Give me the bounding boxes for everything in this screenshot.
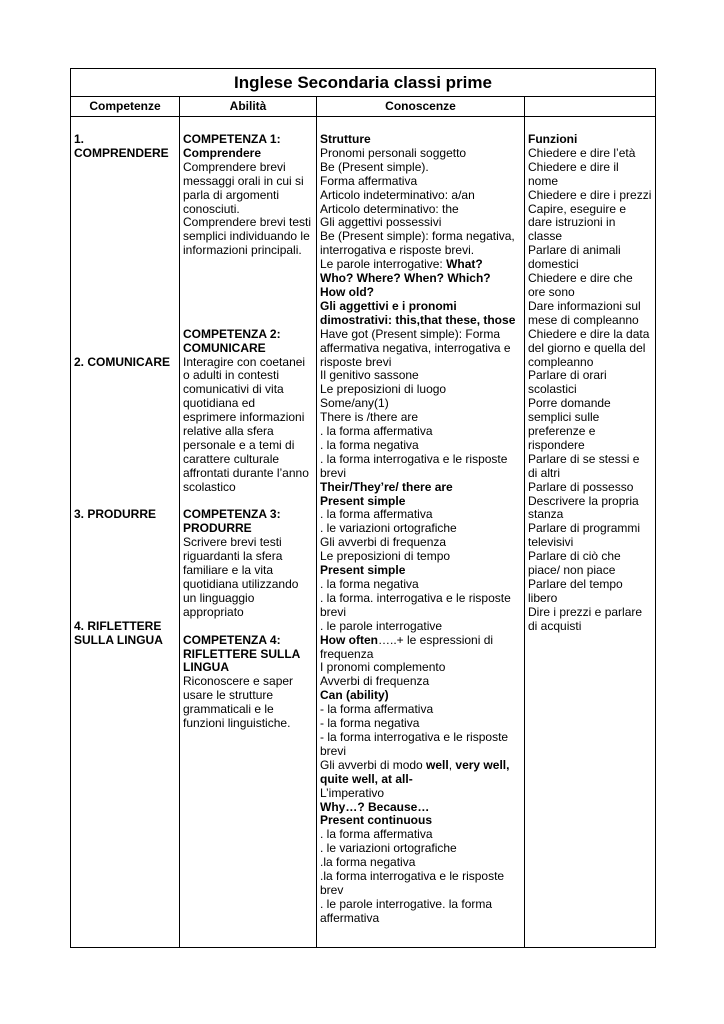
conoscenze-line <box>320 369 515 383</box>
conoscenze-line <box>320 425 515 439</box>
conoscenze-line <box>320 731 515 745</box>
abilita-line: COMPETENZA 2: <box>183 326 281 341</box>
conoscenze-line <box>320 759 515 773</box>
conoscenze-line <box>320 244 515 258</box>
conoscenze-line <box>320 439 515 453</box>
conoscenze-segment: Forma affermativa <box>320 173 418 188</box>
abilita-line: Comprendere brevi <box>183 159 286 174</box>
competenza-line <box>74 550 170 564</box>
competenza-line <box>74 564 170 578</box>
conoscenze-segment: . le variazioni ortografiche <box>320 521 457 536</box>
abilita-line <box>183 258 311 272</box>
conoscenze-line <box>320 870 515 884</box>
conoscenze-segment: I pronomi complemento <box>320 660 446 675</box>
conoscenze-line <box>320 175 515 189</box>
competenza-line <box>74 439 170 453</box>
conoscenze-segment: . le parole interrogative <box>320 618 443 633</box>
funzioni-line: piace/ non piace <box>528 563 616 578</box>
funzioni-line: compleanno <box>528 354 594 369</box>
competenza-line <box>74 425 170 439</box>
conoscenze-segment: well <box>426 757 449 772</box>
conoscenze-line <box>320 147 515 161</box>
conoscenze-line <box>320 773 515 787</box>
funzioni-line: Parlare di possesso <box>528 479 634 494</box>
competenza-line: 2. COMUNICARE <box>74 354 171 369</box>
funzioni-line: Parlare del tempo <box>528 577 623 591</box>
competenza-line <box>74 161 170 175</box>
header-conoscenze: Conoscenze <box>317 96 524 117</box>
abilita-line: Scrivere brevi testi <box>183 535 282 550</box>
conoscenze-column <box>320 133 515 926</box>
funzioni-line: libero <box>528 590 558 605</box>
conoscenze-segment: Le parole interrogative: <box>320 257 447 272</box>
funzioni-line: Parlare di orari <box>528 368 607 383</box>
funzioni-line: Descrivere la propria <box>528 493 639 508</box>
abilita-line: familiare e la vita <box>183 563 274 578</box>
conoscenze-line <box>320 898 515 912</box>
conoscenze-segment: risposte brevi <box>320 354 392 369</box>
conoscenze-line <box>320 606 515 620</box>
abilita-line: COMPETENZA 3: <box>183 507 281 522</box>
conoscenze-segment: Why…? Because… <box>320 799 430 814</box>
abilita-line <box>183 314 311 328</box>
conoscenze-segment: Gli aggettivi possessivi <box>320 215 442 230</box>
funzioni-line: di altri <box>528 465 561 480</box>
abilita-line <box>183 272 311 286</box>
competenza-line <box>74 342 170 356</box>
conoscenze-line <box>320 495 515 509</box>
funzioni-line: Dire i prezzi e parlare <box>528 604 643 619</box>
conoscenze-line <box>320 161 515 175</box>
conoscenze-line <box>320 828 515 842</box>
abilita-line: personale e a temi di <box>183 437 295 452</box>
conoscenze-segment: Le preposizioni di luogo <box>320 382 447 397</box>
funzioni-line: classe <box>528 229 563 244</box>
abilita-line: Comprendere brevi testi <box>183 215 312 230</box>
conoscenze-segment: Have got (Present simple): Forma <box>320 326 501 341</box>
competenza-line <box>74 258 170 272</box>
curriculum-table <box>70 68 656 948</box>
conoscenze-segment: Gli aggettivi e i pronomi <box>320 298 457 313</box>
abilita-line: Comprendere <box>183 145 262 160</box>
conoscenze-line <box>320 703 515 717</box>
conoscenze-line <box>320 328 515 342</box>
funzioni-line: Chiedere e dire la data <box>528 326 650 341</box>
competenza-line <box>74 189 170 203</box>
conoscenze-segment: Il genitivo sassone <box>320 368 419 383</box>
conoscenze-line <box>320 912 515 926</box>
funzioni-line: del giorno e quella del <box>528 340 646 355</box>
conoscenze-segment: frequenza <box>320 646 374 661</box>
abilita-line: funzioni linguistiche. <box>183 716 291 731</box>
abilita-line: LINGUA <box>183 660 229 675</box>
conoscenze-segment: Present simple <box>320 493 406 508</box>
conoscenze-line <box>320 203 515 217</box>
conoscenze-line <box>320 578 515 592</box>
abilita-line: grammaticali e le <box>183 702 274 717</box>
column-divider <box>524 96 525 947</box>
abilita-line: semplici individuando le <box>183 229 310 244</box>
competenza-line: 4. RIFLETTERE <box>74 618 162 633</box>
conoscenze-line <box>320 411 515 425</box>
conoscenze-line <box>320 675 515 689</box>
conoscenze-segment: .la forma interrogativa e le risposte <box>320 869 505 884</box>
funzioni-line: mese di compleanno <box>528 312 639 327</box>
competenza-line <box>74 314 170 328</box>
funzioni-line: ore sono <box>528 284 575 299</box>
abilita-line: appropriato <box>183 604 244 619</box>
conoscenze-segment: brevi <box>320 604 347 619</box>
conoscenze-line <box>320 634 515 648</box>
funzioni-line: Porre domande <box>528 396 611 411</box>
abilita-line: parla di argomenti <box>183 187 280 202</box>
competenza-line <box>74 244 170 258</box>
funzioni-line: Parlare di programmi <box>528 521 641 536</box>
funzioni-line: Parlare di ciò che <box>528 549 621 564</box>
conoscenze-segment: , <box>448 757 456 772</box>
abilita-line: riguardanti la sfera <box>183 549 283 564</box>
competenza-line <box>74 592 170 606</box>
funzioni-line: di acquisti <box>528 618 582 633</box>
competenza-line <box>74 175 170 189</box>
competenze-column <box>74 133 170 648</box>
conoscenze-segment: Their/They’re/ there are <box>320 479 453 494</box>
abilita-line: carattere culturale <box>183 451 280 466</box>
abilita-line: informazioni principali. <box>183 243 302 258</box>
conoscenze-line <box>320 467 515 481</box>
competenza-line <box>74 369 170 383</box>
column-divider <box>179 96 180 947</box>
competenza-line <box>74 522 170 536</box>
conoscenze-segment: quite well, at all- <box>320 771 413 786</box>
page-title: Inglese Secondaria classi prime <box>71 69 655 97</box>
abilita-line: conosciuti. <box>183 201 240 216</box>
conoscenze-segment: There is /there are <box>320 410 419 425</box>
abilita-line: quotidiana utilizzando <box>183 577 299 591</box>
abilita-line: o adulti in contesti <box>183 368 280 383</box>
funzioni-line: Chiedere e dire l’età <box>528 145 636 160</box>
abilita-line: messaggi orali in cui si <box>183 173 304 188</box>
competenza-line <box>74 216 170 230</box>
conoscenze-segment: Present continuous <box>320 813 433 828</box>
competenza-line <box>74 397 170 411</box>
funzioni-line: scolastici <box>528 382 577 397</box>
abilita-line: un linguaggio <box>183 590 255 605</box>
funzioni-line: Parlare di se stessi e <box>528 451 640 466</box>
competenza-line <box>74 383 170 397</box>
competenza-line <box>74 495 170 509</box>
conoscenze-segment: brevi <box>320 465 347 480</box>
conoscenze-segment: L’imperativo <box>320 785 385 800</box>
conoscenze-segment: What? <box>446 257 483 272</box>
conoscenze-line <box>320 550 515 564</box>
conoscenze-segment: . la forma negativa <box>320 437 419 452</box>
conoscenze-segment: - la forma interrogativa e le risposte <box>320 729 509 744</box>
funzioni-line: Parlare di animali <box>528 243 621 258</box>
funzioni-line: Chiedere e dire che <box>528 271 633 286</box>
funzioni-line: dare istruzioni in <box>528 215 616 230</box>
conoscenze-line <box>320 801 515 815</box>
abilita-line: scolastico <box>183 479 236 494</box>
conoscenze-line <box>320 717 515 731</box>
conoscenze-line <box>320 342 515 356</box>
abilita-line: usare le strutture <box>183 688 274 703</box>
competenza-line: SULLA LINGUA <box>74 632 163 647</box>
conoscenze-line <box>320 272 515 286</box>
conoscenze-segment: .la forma negativa <box>320 855 416 870</box>
conoscenze-line <box>320 189 515 203</box>
conoscenze-line <box>320 536 515 550</box>
competenza-line <box>74 481 170 495</box>
funzioni-line: Chiedere e dire i prezzi <box>528 187 652 202</box>
conoscenze-segment: dimostrativi: this,that these, those <box>320 312 516 327</box>
conoscenze-segment: . la forma interrogativa e le risposte <box>320 451 508 466</box>
conoscenze-line <box>320 453 515 467</box>
conoscenze-line <box>320 648 515 662</box>
conoscenze-segment: Be (Present simple). <box>320 159 429 174</box>
conoscenze-segment: How old? <box>320 284 374 299</box>
competenza-line <box>74 230 170 244</box>
conoscenze-line <box>320 397 515 411</box>
conoscenze-line <box>320 383 515 397</box>
conoscenze-segment: affermativa <box>320 910 380 925</box>
conoscenze-segment: . la forma affermativa <box>320 507 433 522</box>
abilita-column <box>183 133 311 731</box>
conoscenze-segment: Who? Where? When? Which? <box>320 271 491 286</box>
funzioni-line: Dare informazioni sul <box>528 298 641 313</box>
conoscenze-line <box>320 508 515 522</box>
funzioni-line: domestici <box>528 257 579 272</box>
competenza-line <box>74 606 170 620</box>
conoscenze-line <box>320 481 515 495</box>
conoscenze-line <box>320 314 515 328</box>
competenza-line <box>74 467 170 481</box>
funzioni-line: televisivi <box>528 535 574 550</box>
conoscenze-segment: . la forma negativa <box>320 577 419 591</box>
abilita-line: COMPETENZA 4: <box>183 632 281 647</box>
conoscenze-segment: …..+ le espressioni di <box>378 632 494 647</box>
competenza-line <box>74 328 170 342</box>
header-competenze: Competenze <box>71 96 179 117</box>
conoscenze-line <box>320 745 515 759</box>
competenza-line <box>74 411 170 425</box>
competenza-line: COMPRENDERE <box>74 145 169 160</box>
abilita-line: PRODURRE <box>183 521 252 536</box>
abilita-line <box>183 300 311 314</box>
funzioni-line: stanza <box>528 507 564 522</box>
conoscenze-line <box>320 689 515 703</box>
conoscenze-segment: Articolo indeterminativo: a/an <box>320 187 475 202</box>
conoscenze-segment: very well, <box>455 757 510 772</box>
conoscenze-segment: Can (ability) <box>320 688 389 703</box>
conoscenze-line <box>320 230 515 244</box>
abilita-line: COMUNICARE <box>183 340 266 355</box>
competenza-line <box>74 203 170 217</box>
abilita-line: Interagire con coetanei <box>183 354 306 369</box>
funzioni-line: rispondere <box>528 437 585 452</box>
conoscenze-segment: brevi <box>320 743 347 758</box>
conoscenze-segment: . le variazioni ortografiche <box>320 841 457 856</box>
competenza-line <box>74 272 170 286</box>
abilita-line: esprimere informazioni <box>183 410 305 425</box>
conoscenze-line <box>320 814 515 828</box>
conoscenze-segment: Pronomi personali soggetto <box>320 145 467 160</box>
abilita-line: COMPETENZA 1: <box>183 132 281 146</box>
conoscenze-segment: - la forma negativa <box>320 716 420 731</box>
column-divider <box>316 96 317 947</box>
conoscenze-segment: Some/any(1) <box>320 396 389 411</box>
funzioni-line: nome <box>528 173 559 188</box>
conoscenze-line <box>320 133 515 147</box>
conoscenze-line <box>320 300 515 314</box>
conoscenze-segment: . la forma affermativa <box>320 424 433 439</box>
funzioni-line: Chiedere e dire il <box>528 159 619 174</box>
conoscenze-segment: . la forma. interrogativa e le risposte <box>320 590 511 605</box>
conoscenze-segment: interrogativa e risposte brevi. <box>320 243 475 258</box>
abilita-line: Riconoscere e saper <box>183 674 294 689</box>
conoscenze-line <box>320 856 515 870</box>
abilita-line: affrontati durante l’anno <box>183 465 309 480</box>
conoscenze-line <box>320 842 515 856</box>
competenza-line <box>74 300 170 314</box>
conoscenze-segment: brev <box>320 882 344 897</box>
competenza-line <box>74 453 170 467</box>
conoscenze-segment: Avverbi di frequenza <box>320 674 430 689</box>
conoscenze-line <box>320 216 515 230</box>
funzioni-line: preferenze e <box>528 424 596 439</box>
competenza-line: 3. PRODURRE <box>74 507 157 522</box>
abilita-line <box>183 620 311 634</box>
competenza-line <box>74 578 170 592</box>
abilita-line: relative alla sfera <box>183 424 274 439</box>
conoscenze-segment: Le preposizioni di tempo <box>320 549 451 564</box>
conoscenze-line <box>320 522 515 536</box>
conoscenze-segment: - la forma affermativa <box>320 702 434 717</box>
abilita-line <box>183 286 311 300</box>
conoscenze-line <box>320 592 515 606</box>
funzioni-column <box>528 133 651 634</box>
conoscenze-segment: Present simple <box>320 563 406 578</box>
conoscenze-line <box>320 286 515 300</box>
conoscenze-line <box>320 787 515 801</box>
conoscenze-segment: affermativa negativa, interrogativa e <box>320 340 511 355</box>
conoscenze-segment: . la forma affermativa <box>320 827 433 842</box>
conoscenze-segment: How often <box>320 632 378 647</box>
competenza-line: 1. <box>74 132 85 146</box>
abilita-line: RIFLETTERE SULLA <box>183 646 301 661</box>
abilita-line <box>183 495 311 509</box>
header-abilita: Abilità <box>180 96 316 117</box>
conoscenze-line <box>320 661 515 675</box>
conoscenze-segment: Strutture <box>320 132 371 146</box>
conoscenze-line <box>320 356 515 370</box>
competenza-line <box>74 536 170 550</box>
conoscenze-line <box>320 258 515 272</box>
conoscenze-segment: Articolo determinativo: the <box>320 201 459 216</box>
conoscenze-segment: . le parole interrogative. la forma <box>320 896 493 911</box>
conoscenze-line <box>320 564 515 578</box>
abilita-line: quotidiana ed <box>183 396 256 411</box>
conoscenze-segment: Gli avverbi di frequenza <box>320 535 447 550</box>
funzioni-line: Capire, eseguire e <box>528 201 627 216</box>
abilita-line: comunicativi di vita <box>183 382 284 397</box>
competenza-line <box>74 286 170 300</box>
conoscenze-segment: Gli avverbi di modo <box>320 757 427 772</box>
conoscenze-line <box>320 884 515 898</box>
funzioni-line: semplici sulle <box>528 410 600 425</box>
funzioni-line: Funzioni <box>528 132 578 146</box>
conoscenze-segment: Be (Present simple): forma negativa, <box>320 229 515 244</box>
conoscenze-line <box>320 620 515 634</box>
header-empty <box>525 96 655 117</box>
